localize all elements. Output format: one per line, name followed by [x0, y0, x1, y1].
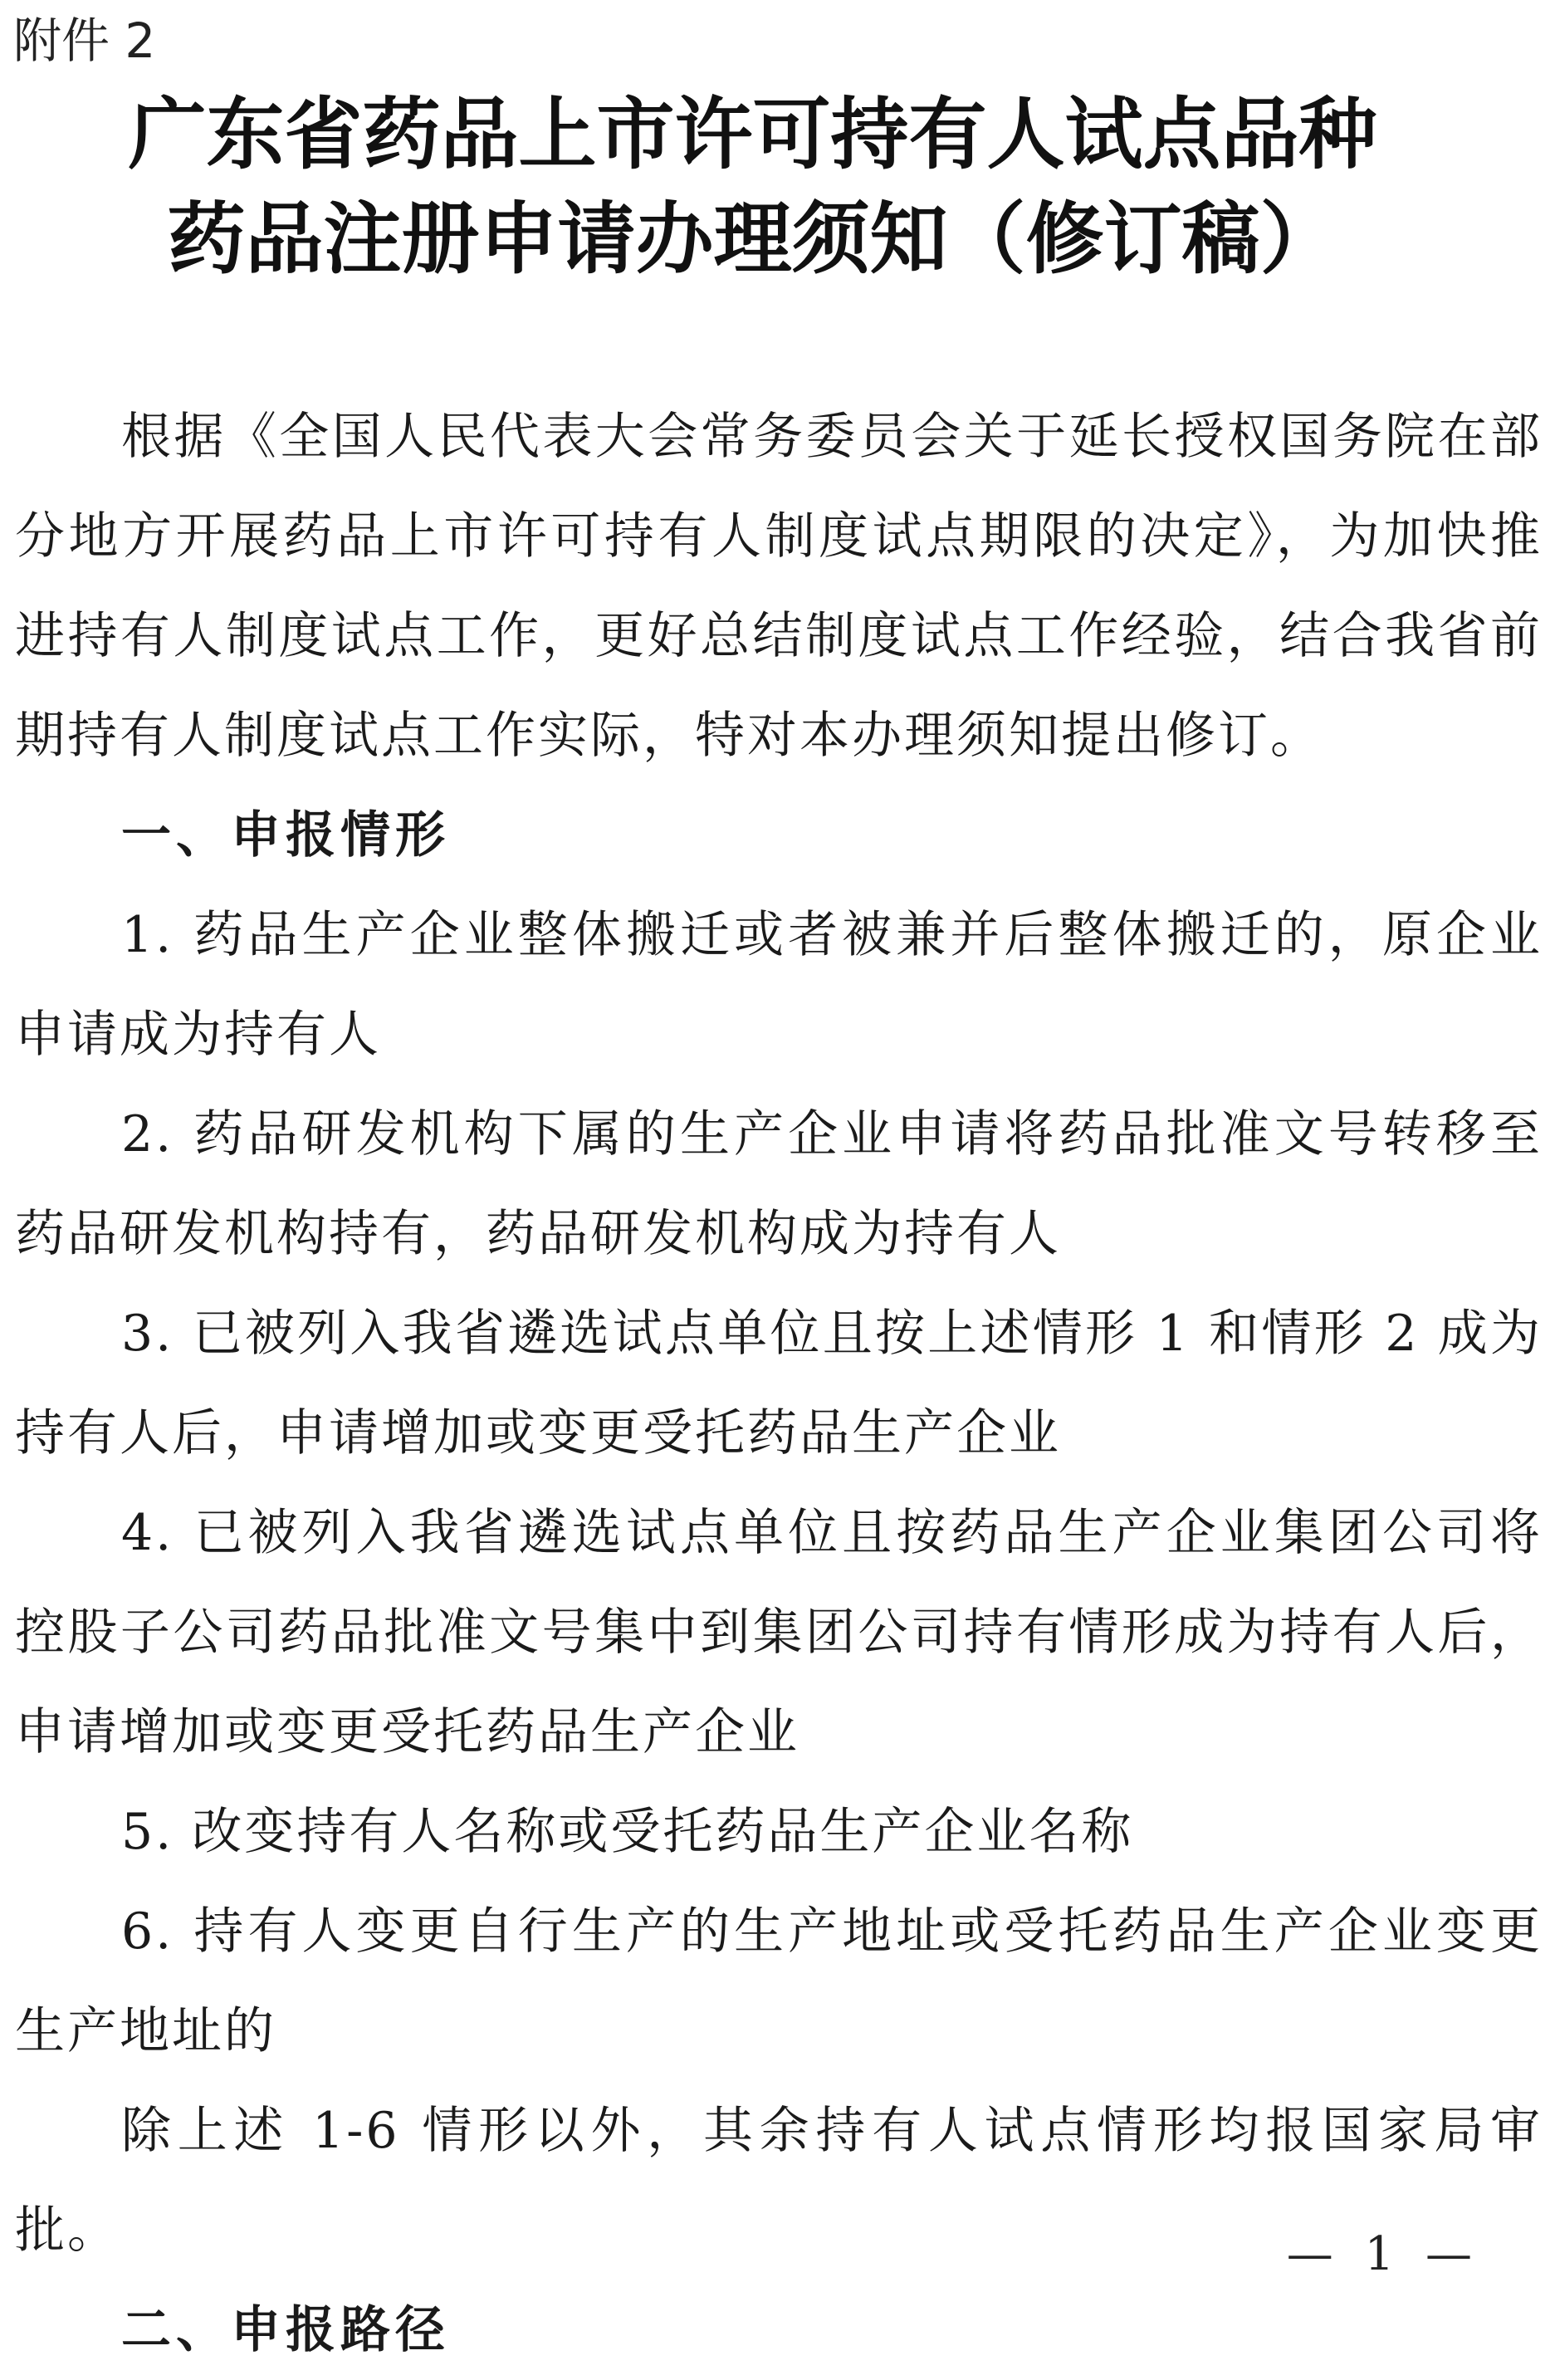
page-number-text: — 1 — [1286, 2227, 1480, 2281]
attachment-label: 附件 2 [13, 12, 156, 69]
document-body [15, 387, 1543, 2380]
page-number [0, 2226, 1555, 2284]
section-heading-2: 二、申报路径 [121, 2301, 450, 2359]
document-title [0, 83, 1555, 292]
list-item: 1. 药品生产企业整体搬迁或者被兼并后整体搬迁的，原企业申请成为持有人 [15, 906, 1543, 1064]
intro-paragraph: 根据《全国人民代表大会常务委员会关于延长授权国务院在部分地方开展药品上市许可持有人制度试点期限的决定》，为加快推进持有人制度试点工作，更好总结制度试点工作经验，结合我省前期持有人制度试点工作实际，特对本办理须知提出修订。 [15, 408, 1543, 765]
list-item: 5. 改变持有人名称或受托药品生产企业名称 [121, 1803, 1134, 1861]
title-line-1: 广东省药品上市许可持有人试点品种 [128, 90, 1377, 180]
list-item: 2. 药品研发机构下属的生产企业申请将药品批准文号转移至药品研发机构持有，药品研发机构成为持有人 [15, 1105, 1543, 1263]
list-item: 6. 持有人变更自行生产的生产地址或受托药品生产企业变更生产地址的 [15, 1903, 1543, 2060]
section-heading-1: 一、申报情形 [121, 806, 450, 864]
list-item: 3. 已被列入我省遴选试点单位且按上述情形 1 和情形 2 成为持有人后，申请增加或变更受托药品生产企业 [15, 1305, 1543, 1462]
closing-paragraph: 除上述 1-6 情形以外，其余持有人试点情形均报国家局审批。 [15, 2102, 1543, 2260]
list-item: 4. 已被列入我省遴选试点单位且按药品生产企业集团公司将控股子公司药品批准文号集中到集团公司持有情形成为持有人后，申请增加或变更受托药品生产企业 [15, 1504, 1543, 1761]
title-line-2: 药品注册申请办理须知（修订稿） [167, 194, 1338, 285]
